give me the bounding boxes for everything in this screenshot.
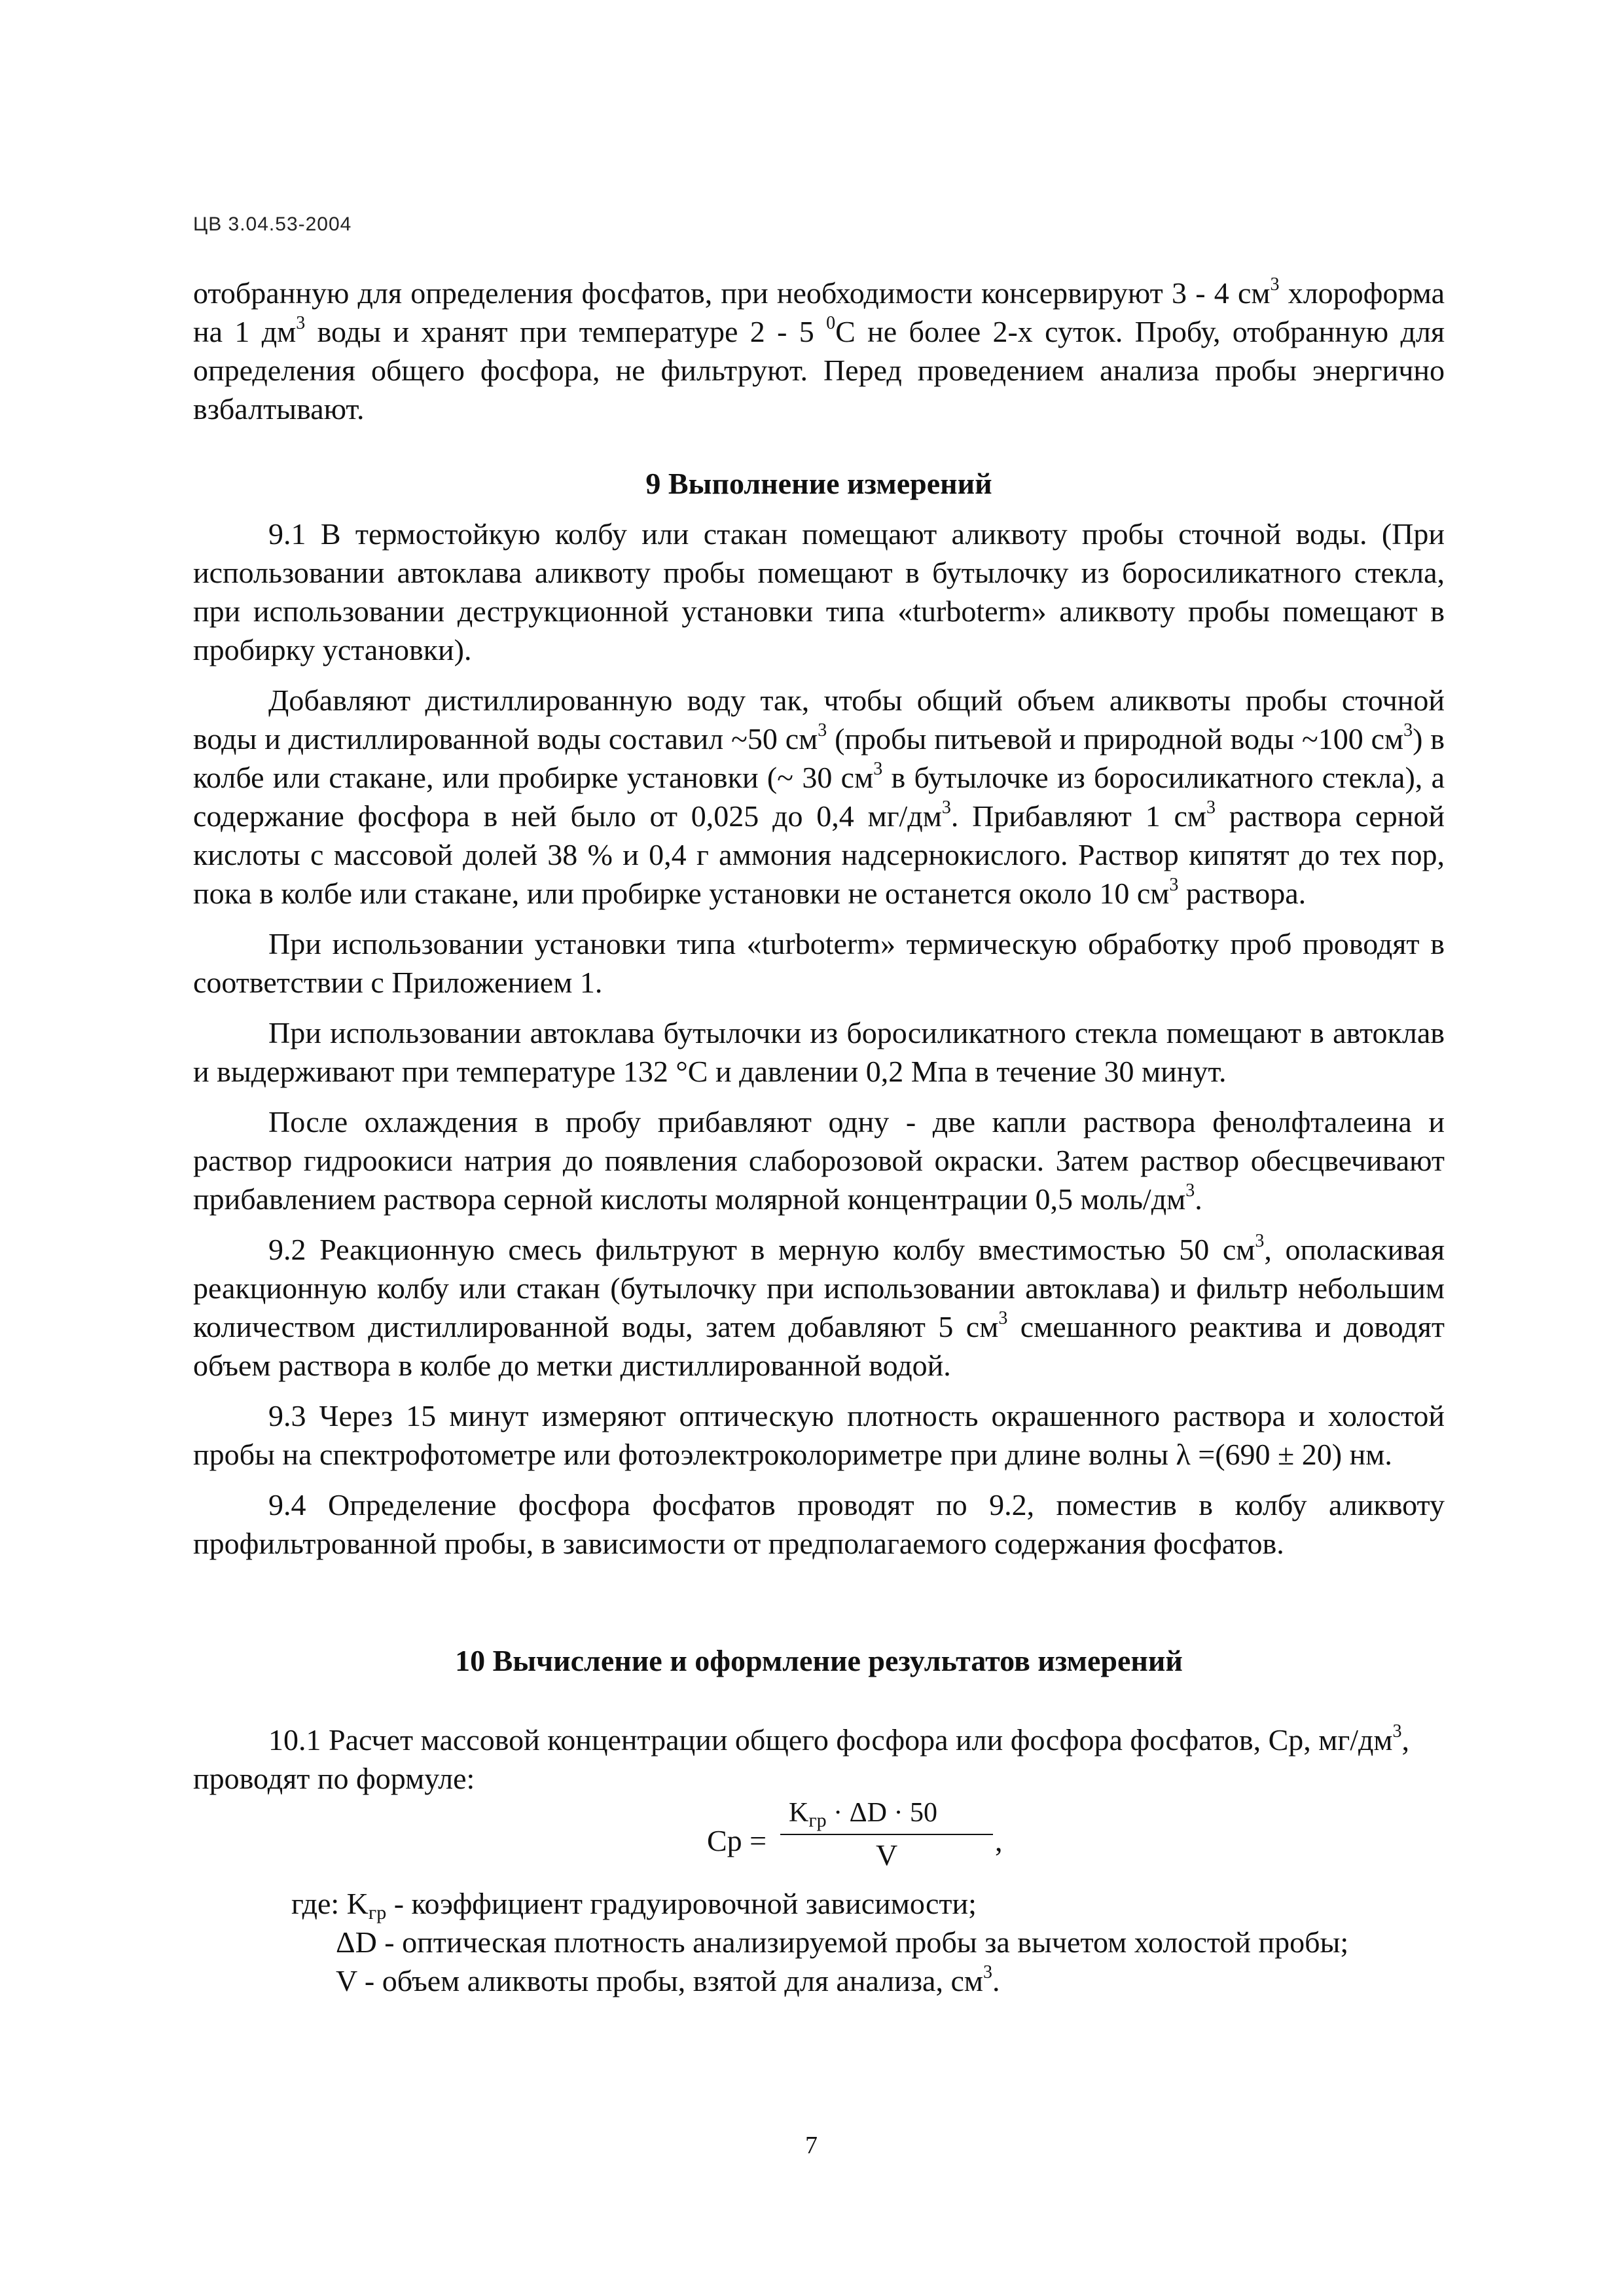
superscript: 3 — [818, 720, 827, 740]
paragraph-add-water — [193, 681, 1445, 913]
paragraph-9-3: 9.3 Через 15 минут измеряют оптическую плотность окрашенного раствора и холостой пробы на спектрофотометре или фотоэлектроколориметре при длине волны λ =(690 ± 20) нм. — [193, 1399, 1445, 1471]
text: раствора серной кислоты с массовой долей 38 % и 0,4 г аммония надсернокислого. Раствор кипятят до тех пор, пока в колбе или стакане, или пробирке установки не останется около 10 см — [193, 799, 1445, 910]
superscript: 3 — [1255, 1231, 1265, 1251]
text: , — [1401, 1723, 1410, 1757]
text: , ополаскивая реакционную колбу или стакан (бутылочку при использовании автоклава) и фильтр небольшим количеством дистиллированной воды, затем добавляют 5 см — [193, 1233, 1445, 1343]
text: (пробы питьевой и природной воды ~100 см — [827, 722, 1404, 756]
text: 10.1 Расчет массовой концентрации общего фосфора или фосфора фосфатов, Ср, мг/дм — [268, 1723, 1393, 1757]
subscript: гр — [808, 1810, 827, 1831]
section-10-heading: 10 Вычисление и оформление результатов измерений — [455, 1644, 1183, 1677]
text: воды и хранят при температуре 2 - 5 — [305, 315, 827, 348]
where-block — [193, 1884, 1445, 2000]
paragraph-9-4: 9.4 Определение фосфора фосфатов проводят по 9.2, поместив в колбу аликвоту профильтрованной пробы, в зависимости от предполагаемого содержания фосфатов. — [193, 1488, 1445, 1560]
superscript: 3 — [873, 759, 883, 779]
superscript: 3 — [1392, 1721, 1402, 1741]
superscript: 3 — [296, 313, 306, 333]
superscript: 0 — [826, 313, 836, 333]
paragraph-9-1: 9.1 В термостойкую колбу или стакан помещают аликвоту пробы сточной воды. (При использовании автоклава аликвоту пробы помещают в бутылочку из боросиликатного стекла, при использовании деструкционной установки типа «turboterm» аликвоту пробы помещают в пробирку установки). — [193, 517, 1445, 666]
formula — [707, 1797, 1003, 1882]
superscript: 3 — [1185, 1180, 1195, 1201]
document-code: ЦВ 3.04.53-2004 — [193, 213, 352, 235]
text: С не более 2-х суток. Пробу, отобранную для определения общего фосфора, не фильтруют. Перед проведением анализа пробы энергично взбалтывают. — [193, 315, 1445, 426]
superscript: 3 — [1270, 274, 1280, 295]
formula-numerator — [789, 1797, 937, 1829]
where-v — [193, 1961, 1445, 2000]
superscript: 3 — [998, 1308, 1008, 1328]
formula-lhs: Ср = — [707, 1824, 767, 1857]
section-9-body — [193, 515, 1445, 1575]
text: отобранную для определения фосфатов, при необходимости консервируют 3 - 4 см — [193, 276, 1271, 310]
formula-comma: , — [995, 1824, 1003, 1857]
superscript: 3 — [983, 1962, 992, 1982]
text: раствора. — [1178, 877, 1307, 910]
where-k — [193, 1884, 1445, 1923]
fraction-bar — [780, 1834, 993, 1835]
text: - коэффициент градуировочной зависимости; — [386, 1887, 977, 1920]
formula-denominator: V — [876, 1838, 898, 1872]
text: в бутылочке из боросиликатного стекла), а содержание фосфора в ней было от 0,025 до 0,4 мг/дм — [193, 761, 1445, 833]
superscript: 3 — [1403, 720, 1413, 740]
text: . — [992, 1964, 1000, 1997]
text: ) в колбе или стакане, или пробирке установки (~ 30 см — [193, 722, 1445, 794]
superscript: 3 — [941, 797, 951, 818]
paragraph-cooling — [193, 1102, 1445, 1218]
section-9-heading: 9 Выполнение измерений — [645, 467, 992, 500]
paragraph-10-1 — [193, 1721, 1445, 1759]
text: После охлаждения в пробу прибавляют одну - две капли раствора фенолфталеина и раствор гидроокиси натрия до появления слаборозовой окраски. Затем раствор обесцвечивают прибавлением раствора серной кислоты молярной концентрации 0,5 моль/дм — [193, 1105, 1445, 1216]
superscript: 3 — [1169, 875, 1179, 895]
text: V - объем аликвоты пробы, взятой для анализа, см — [336, 1964, 983, 1997]
paragraph-9-2 — [193, 1230, 1445, 1385]
where-d: ΔD - оптическая плотность анализируемой пробы за вычетом холостой пробы; — [336, 1925, 1349, 1959]
text: · ΔD · 50 — [826, 1798, 937, 1828]
text: 9.2 Реакционную смесь фильтруют в мерную колбу вместимостью 50 см — [268, 1233, 1255, 1266]
text: K — [789, 1798, 809, 1828]
intro-block — [193, 274, 1445, 440]
page-number: 7 — [805, 2132, 818, 2159]
superscript: 3 — [1206, 797, 1216, 818]
text: смешанного реактива и доводят объем раствора в колбе до метки дистиллированной водой. — [193, 1310, 1445, 1382]
paragraph-turboterm: При использовании установки типа «turboterm» термическую обработку проб проводят в соответствии с Приложением 1. — [193, 927, 1445, 999]
text: Добавляют дистиллированную воду так, чтобы общий объем аликвоты пробы сточной воды и дистиллированной воды составил ~50 см — [193, 683, 1445, 756]
intro-paragraph — [193, 274, 1445, 428]
text: . — [1195, 1182, 1202, 1216]
text: где: K — [291, 1887, 369, 1920]
text: . Прибавляют 1 см — [950, 799, 1207, 833]
paragraph-autoclave: При использовании автоклава бутылочки из боросиликатного стекла помещают в автоклав и выдерживают при температуре 132 °С и давлении 0,2 Мпа в течение 30 минут. — [193, 1016, 1445, 1088]
subscript: гр — [368, 1902, 387, 1923]
formula-intro: проводят по формуле: — [193, 1762, 475, 1795]
text: хлороформа на 1 дм — [193, 276, 1445, 348]
